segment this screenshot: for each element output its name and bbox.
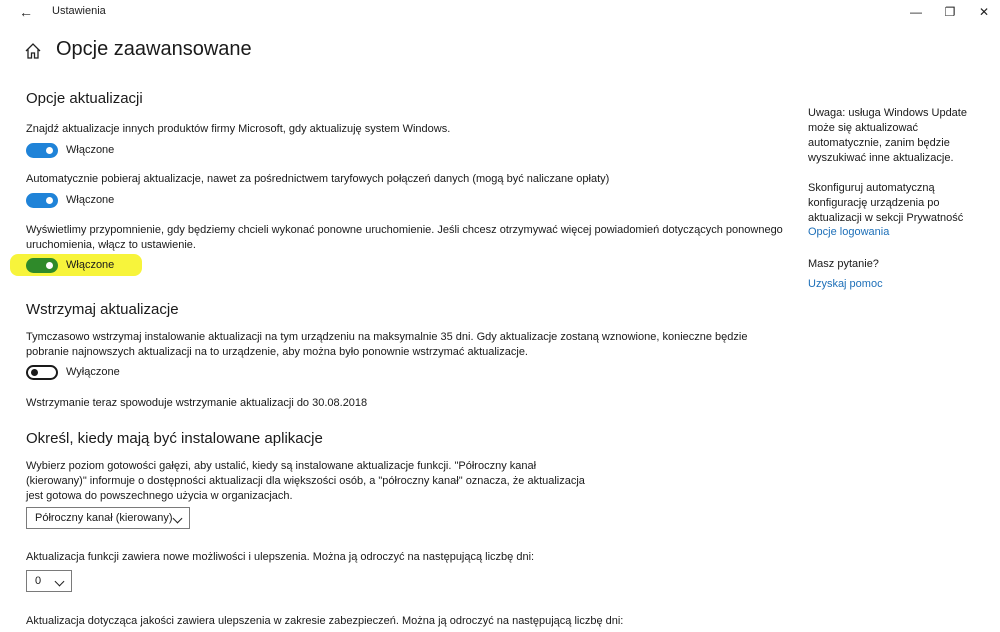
update-options-heading: Opcje aktualizacji <box>26 90 143 107</box>
maximize-button[interactable]: ❐ <box>944 5 956 19</box>
feature-defer-days-value: 0 <box>35 575 42 587</box>
pause-note: Wstrzymanie teraz spowoduje wstrzymanie aktualizacji do 30.08.2018 <box>26 397 368 409</box>
branch-readiness-value: Półroczny kanał (kierowany) <box>35 512 173 524</box>
restart-reminder-description: Wyświetlimy przypomnienie, gdy będziemy chcieli wykonać ponowne uruchomienie. Jeśli chcesz otrzymywać więcej powiadomień dotyczących ponownego uruchomienia, włącz to ustawienie. <box>26 224 783 251</box>
pause-updates-state: Wyłączone <box>66 366 120 378</box>
home-icon[interactable] <box>24 42 42 60</box>
get-help-link[interactable]: Uzyskaj pomoc <box>808 278 883 290</box>
title-bar <box>0 0 1000 26</box>
feature-update-text: Aktualizacja funkcji zawiera nowe możliwości i ulepszenia. Można ją odroczyć na następującą liczbę dni: <box>26 551 535 563</box>
restart-reminder-state: Włączone <box>66 259 115 271</box>
other-products-description: Znajdź aktualizacje innych produktów firmy Microsoft, gdy aktualizuję system Windows. <box>26 123 451 135</box>
back-arrow-icon[interactable]: ← <box>19 4 33 20</box>
metered-description: Automatycznie pobieraj aktualizacje, nawet za pośrednictwem taryfowych połączeń danych (mogą być naliczane opłaty) <box>26 173 610 185</box>
page-title: Opcje zaawansowane <box>56 38 252 60</box>
metered-state: Włączone <box>66 194 115 206</box>
pause-updates-toggle[interactable] <box>26 365 58 380</box>
pause-updates-heading: Wstrzymaj aktualizacje <box>26 301 179 318</box>
toggle-knob <box>31 369 38 376</box>
chevron-down-icon <box>173 514 183 524</box>
other-products-state: Włączone <box>66 144 115 156</box>
toggle-knob <box>46 262 53 269</box>
metered-toggle[interactable] <box>26 193 58 208</box>
restart-reminder-toggle[interactable] <box>26 258 58 273</box>
install-timing-description: Wybierz poziom gotowości gałęzi, aby ustalić, kiedy są instalowane aktualizacje funkcji. "Półroczny kanał (kierowany)" informuje o dostępności aktualizacji dla większości osób, a "półroczny kanał" oznacza, że aktualizacja jest gotowa do powszechnego użycia w organizacjach. <box>26 460 585 502</box>
feature-defer-days-select[interactable] <box>26 570 72 592</box>
toggle-knob <box>46 197 53 204</box>
toggle-knob <box>46 147 53 154</box>
install-timing-heading: Określ, kiedy mają być instalowane aplikacje <box>26 430 323 447</box>
quality-update-text: Aktualizacja dotycząca jakości zawiera ulepszenia w zakresie zabezpieczeń. Można ją odroczyć na następującą liczbę dni: <box>26 615 624 627</box>
sidebar-note-privacy: Skonfiguruj automatyczną konfigurację urządzenia po aktualizacji w sekcji Prywatność <box>808 182 964 224</box>
other-products-toggle[interactable] <box>26 143 58 158</box>
close-button[interactable]: ✕ <box>978 5 990 19</box>
chevron-down-icon <box>55 577 65 587</box>
window-title: Ustawienia <box>52 5 106 17</box>
pause-updates-description: Tymczasowo wstrzymaj instalowanie aktualizacji na tym urządzeniu na maksymalnie 35 dni. Gdy aktualizacje zostaną wznowione, konieczne będzie pobranie najnowszych aktualizacji na to urządzenie, aby można było ponownie wstrzymać aktualizacje. <box>26 331 748 358</box>
sidebar-question: Masz pytanie? <box>808 258 879 270</box>
minimize-button[interactable]: — <box>910 5 922 19</box>
branch-readiness-select[interactable] <box>26 507 190 529</box>
sign-in-options-link[interactable]: Opcje logowania <box>808 226 890 238</box>
sidebar-note-windows-update: Uwaga: usługa Windows Update może się aktualizować automatycznie, zanim będzie wyszukiwać inne aktualizacje. <box>808 107 967 164</box>
